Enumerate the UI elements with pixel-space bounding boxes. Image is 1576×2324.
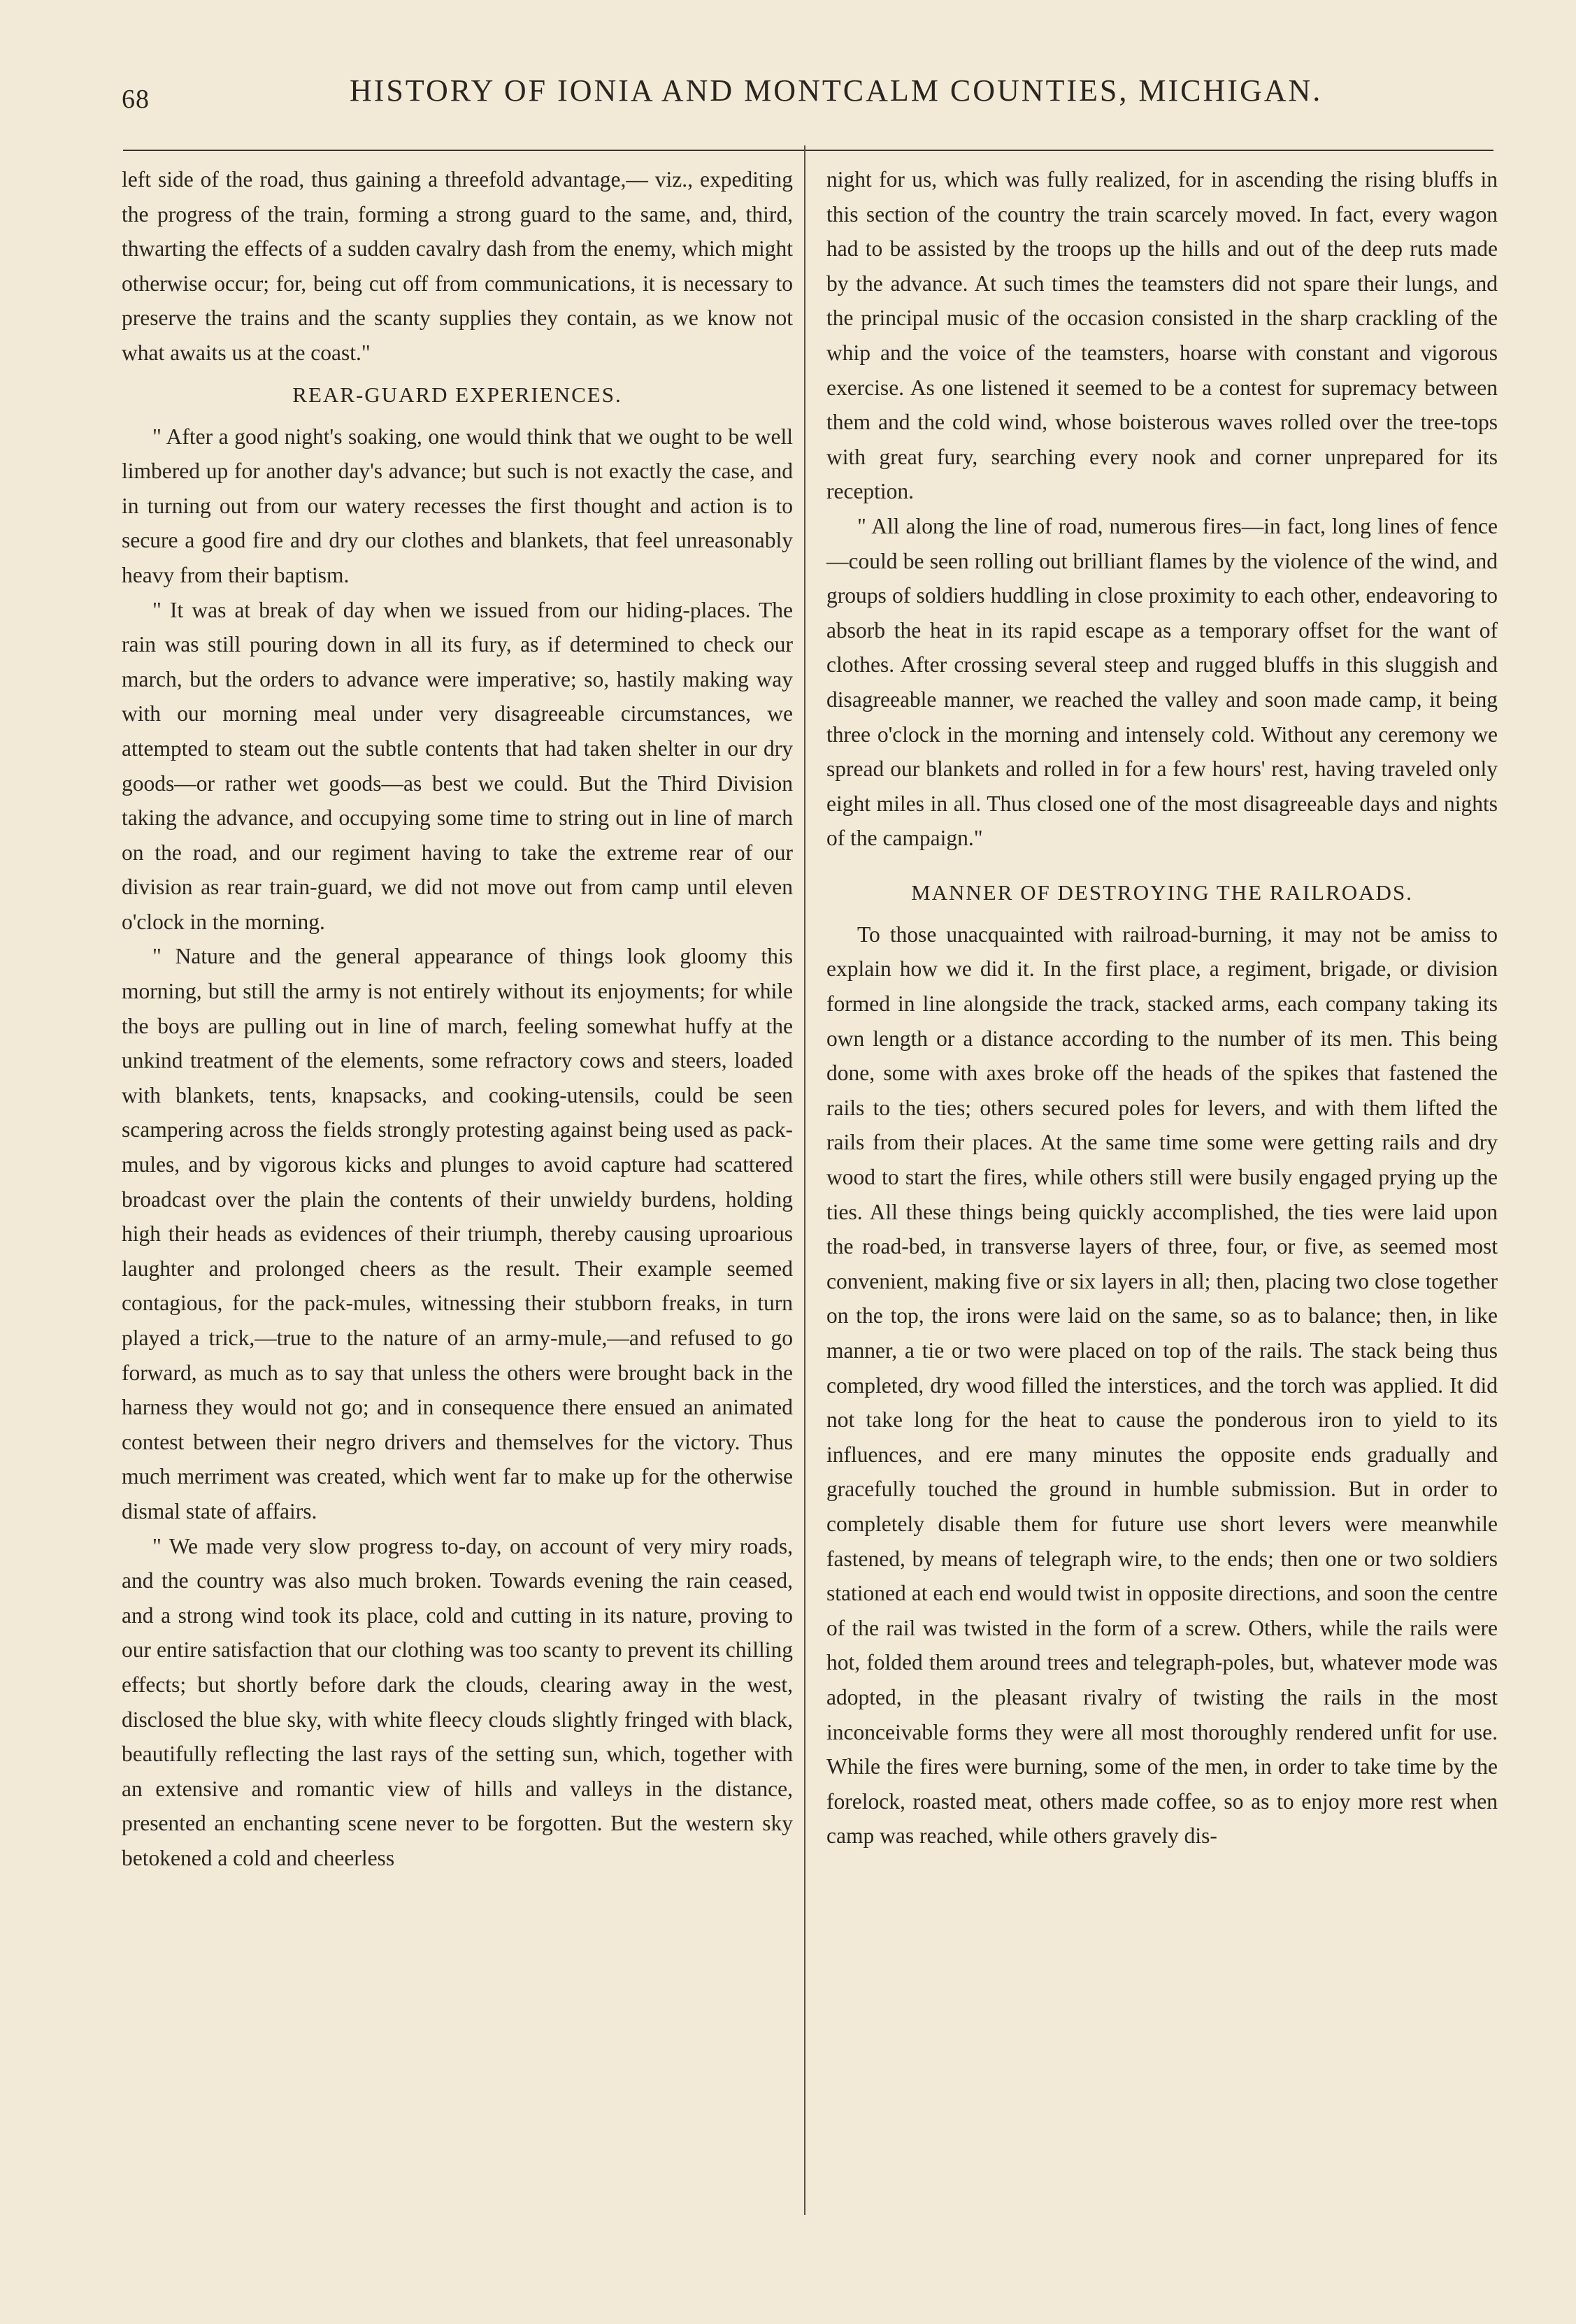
- header-rule: [123, 150, 1493, 151]
- column-divider: [804, 145, 805, 2215]
- right-column: [826, 162, 1498, 1853]
- section-heading: REAR-GUARD EXPERIENCES.: [292, 382, 622, 407]
- page-number: 68: [122, 85, 150, 114]
- paragraph: " It was at break of day when we issued from our hiding-places. The rain was still pouring down in all its fury, as if determined to check our march, but the orders to advance were imperative; so, hastily making way with our morning meal under very disagreeable circumstances, we attempted to steam out the subtle contents that had taken shelter in our dry goods—or rather wet goods—as best we could. But the Third Division taking the advance, and occupying some time to string out in line of march on the road, and our regiment having to take the extreme rear of our division as rear train-guard, we did not move out from camp until eleven o'clock in the morning.: [122, 597, 793, 934]
- paragraph: " All along the line of road, numerous fires—in fact, long lines of fence—could be seen rolling out brilliant flames by the violence of the wind, and groups of soldiers huddling in close proximity to each other, endeavoring to absorb the heat in its rapid escape as a temporary offset for the want of clothes. After crossing several steep and rugged bluffs in this sluggish and disagreeable manner, we reached the valley and soon made camp, it being three o'clock in the morning and intensely cold. Without any ceremony we spread our blankets and rolled in for a few hours' rest, having traveled only eight miles in all. Thus closed one of the most disagreeable days and nights of the campaign.": [826, 513, 1498, 851]
- section-heading: MANNER OF DESTROYING THE RAILROADS.: [911, 880, 1413, 905]
- running-title: HISTORY OF IONIA AND MONTCALM COUNTIES, MICHIGAN.: [350, 73, 1323, 108]
- paragraph: To those unacquainted with railroad-burning, it may not be amiss to explain how we did it. In the first place, a regiment, brigade, or division formed in line alongside the track, stacked arms, each company taking its own length or a distance according to the number of its men. This being done, some with axes broke off the heads of the spikes that fastened the rails to the ties; others secured poles for levers, and with them lifted the rails from their places. At the same time some were getting rails and dry wood to start the fires, while others still were busily engaged prying up the ties. All these things being quickly accomplished, the ties were laid upon the road-bed, in transverse layers of three, four, or five, as seemed most convenient, making five or six layers in all; then, placing two close together on the top, the irons were laid on the same, so as to balance; then, in like manner, a tie or two were placed on top of the rails. The stack being thus completed, dry wood filled the interstices, and the torch was applied. It did not take long for the heat to cause the ponderous iron to yield to its influences, and ere many minutes the opposite ends gradually and gracefully touched the ground in humble submission. But in order to completely disable them for future use short levers were meanwhile fastened, by means of telegraph wire, to the ends; then one or two soldiers stationed at each end would twist in opposite directions, and soon the centre of the rail was twisted in the form of a screw. Others, while the rails were hot, folded them around trees and telegraph-poles, but, whatever mode was adopted, in the pleasant rivalry of twisting the rails in the most inconceivable forms they were all most thoroughly rendered unfit for use. While the fires were burning, some of the men, in order to take time by the forelock, roasted meat, others made coffee, so as to enjoy more rest when camp was reached, while others gravely dis-: [826, 921, 1498, 1849]
- left-column: [122, 162, 793, 1876]
- paragraph: " We made very slow progress to-day, on account of very miry roads, and the country was also much broken. Towards evening the rain ceased, and a strong wind took its place, cold and cutting in its nature, proving to our entire satisfaction that our clothing was too scanty to prevent its chilling effects; but shortly before dark the clouds, clearing away in the west, disclosed the blue sky, with white fleecy clouds slightly fringed with black, beautifully reflecting the last rays of the setting sun, which, together with an extensive and romantic view of hills and valleys in the distance, presented an enchanting scene never to be forgotten. But the western sky betokened a cold and cheerless: [122, 1533, 793, 1870]
- paragraph: " Nature and the general appearance of things look gloomy this morning, but still the army is not entirely without its enjoyments; for while the boys are pulling out in line of march, feeling somewhat huffy at the unkind treatment of the elements, some refractory cows and steers, loaded with blankets, tents, knapsacks, and cooking-utensils, could be seen scampering across the fields strongly protesting against being used as pack-mules, and by vigorous kicks and plunges to avoid capture had scattered broadcast over the plain the contents of their unwieldy burdens, holding high their heads as evidences of their triumph, thereby causing uproarious laughter and prolonged cheers as the result. Their example seemed contagious, for the pack-mules, witnessing their stubborn freaks, in turn played a trick,—true to the nature of an army-mule,—and refused to go forward, as much as to say that unless the others were brought back in the harness they would not go; and in consequence there ensued an animated contest between their negro drivers and themselves for the victory. Thus much merriment was created, which went far to make up for the otherwise dismal state of affairs.: [122, 944, 793, 1523]
- paragraph: " After a good night's soaking, one would think that we ought to be well limbered up for another day's advance; but such is not exactly the case, and in turning out from our watery recesses the first thought and action is to secure a good fire and dry our clothes and blankets, that feel unreasonably heavy from their baptism.: [122, 424, 793, 587]
- paragraph: left side of the road, thus gaining a threefold advantage,— viz., expediting the progress of the train, forming a strong guard to the same, and, third, thwarting the effects of a sudden cavalry dash from the enemy, which might otherwise occur; for, being cut off from communications, it is necessary to preserve the trains and the scanty supplies they contain, as we know not what awaits us at the coast.": [122, 167, 793, 365]
- paragraph: night for us, which was fully realized, for in ascending the rising bluffs in this section of the country the train scarcely moved. In fact, every wagon had to be assisted by the troops up the hills and out of the deep ruts made by the advance. At such times the teamsters did not spare their lungs, and the principal music of the occasion consisted in the sharp crackling of the whip and the voice of the teamsters, hoarse with constant and vigorous exercise. As one listened it seemed to be a contest for supremacy between them and the cold wind, whose boisterous waves rolled over the tree-tops with great fury, searching every nook and corner unprepared for its reception.: [826, 167, 1498, 504]
